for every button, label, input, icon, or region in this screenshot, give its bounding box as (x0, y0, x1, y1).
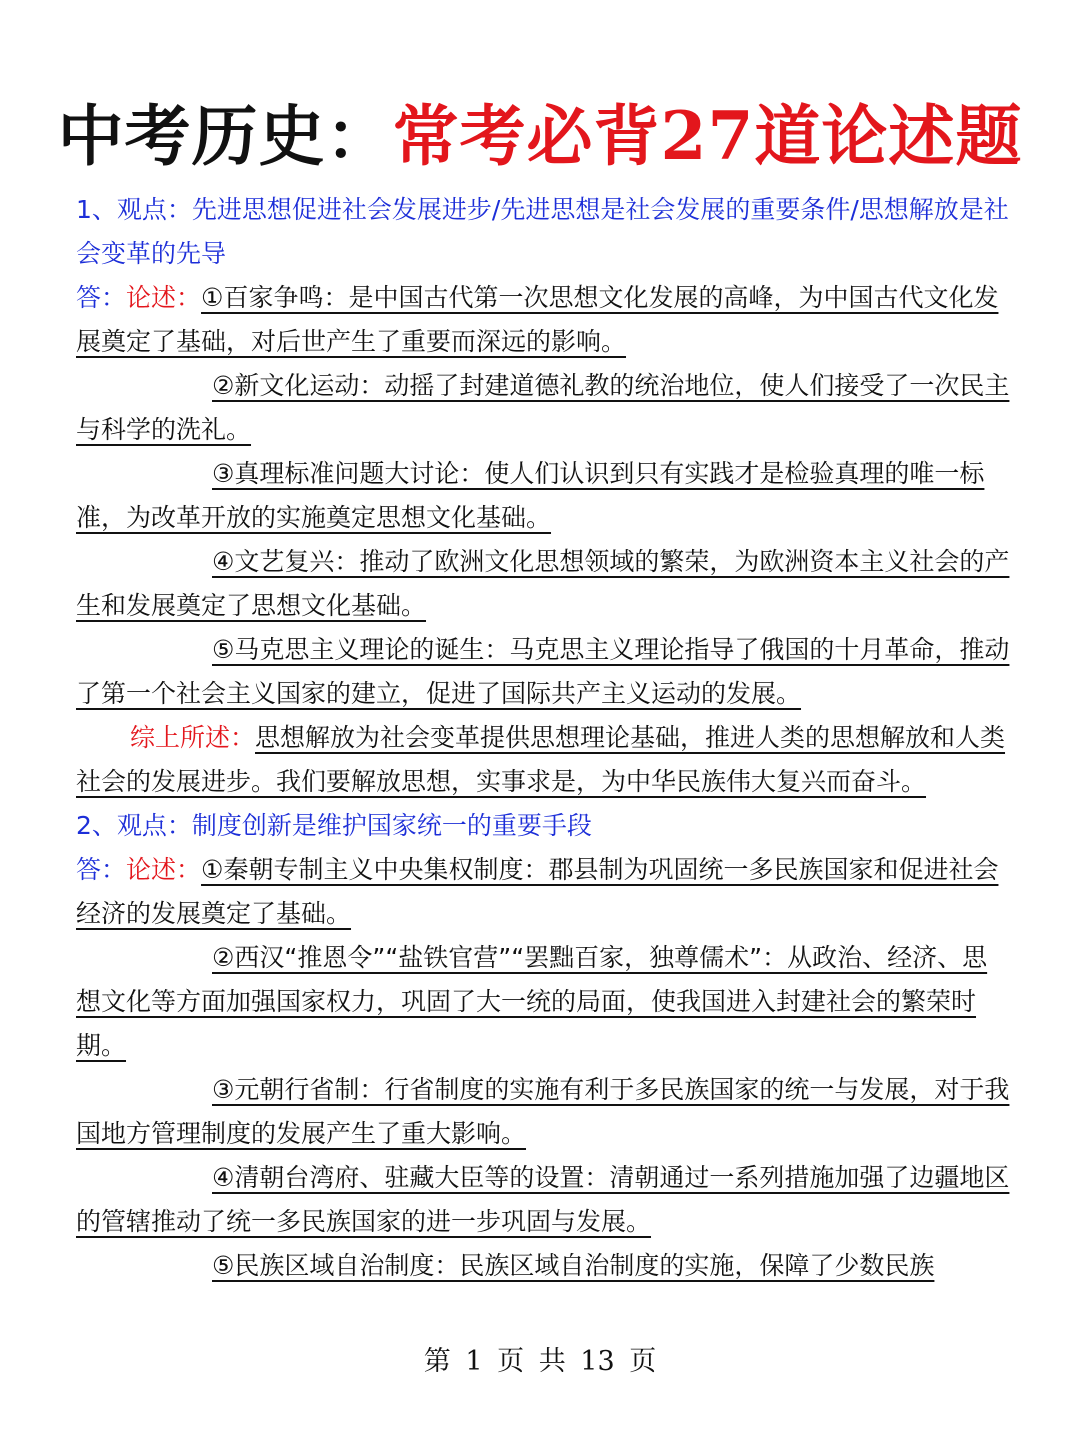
section1-summary-label: 综上所述： (130, 723, 256, 752)
section1-item5-text: ⑤马克思主义理论的诞生：马克思主义理论指导了俄国的十月革命，推动了第一个社会主义国家的建立，促进了国际共产主义运动的发展。 (76, 635, 1010, 708)
section1-item5 (76, 628, 1010, 716)
section2-discussion-label: 论述： (126, 855, 202, 884)
section1-summary-text: 思想解放为社会变革提供思想理论基础，推进人类的思想解放和人类社会的发展进步。我们要解放思想，实事求是，为中华民族伟大复兴而奋斗。 (76, 723, 1006, 796)
section2-item2-text: ②西汉“推恩令”“盐铁官营”“罢黜百家，独尊儒术”：从政治、经济、思想文化等方面加强国家权力，巩固了大一统的局面，使我国进入封建社会的繁荣时期。 (76, 943, 988, 1060)
section2-item1-text: ①秦朝专制主义中央集权制度：郡县制为巩固统一多民族国家和促进社会经济的发展奠定了基础。 (76, 855, 999, 928)
title-red-part: 常考必背27道论述题 (392, 97, 1023, 175)
section2-item5 (76, 1244, 1010, 1288)
document-body (76, 188, 1010, 1288)
section2-item4-text: ④清朝台湾府、驻藏大臣等的设置：清朝通过一系列措施加强了边疆地区的管辖推动了统一多民族国家的进一步巩固与发展。 (76, 1163, 1010, 1236)
section1-summary (76, 716, 1010, 804)
section1-item3-text: ③真理标准问题大讨论：使人们认识到只有实践才是检验真理的唯一标准，为改革开放的实施奠定思想文化基础。 (76, 459, 985, 532)
section1-item4 (76, 540, 1010, 628)
section1-answer-label: 答： (76, 283, 127, 312)
section1-discussion-label: 论述： (126, 283, 202, 312)
title-black-part: 中考历史： (57, 97, 393, 175)
section2-item2 (76, 936, 1010, 1068)
section1-heading: 1、观点：先进思想促进社会发展进步/先进思想是社会发展的重要条件/思想解放是社会变革的先导 (76, 195, 1009, 268)
section2-heading: 2、观点：制度创新是维护国家统一的重要手段 (76, 811, 592, 840)
section2-item1 (76, 848, 1010, 936)
page-number-footer: 第 1 页 共 13 页 (423, 1346, 657, 1377)
section2-item3 (76, 1068, 1010, 1156)
section2-item3-text: ③元朝行省制：行省制度的实施有利于多民族国家的统一与发展，对于我国地方管理制度的发展产生了重大影响。 (76, 1075, 1010, 1148)
section1-item2-text: ②新文化运动：动摇了封建道德礼教的统治地位，使人们接受了一次民主与科学的洗礼。 (76, 371, 1010, 444)
section1-item1-text: ①百家争鸣：是中国古代第一次思想文化发展的高峰，为中国古代文化发展奠定了基础，对后世产生了重要而深远的影响。 (76, 283, 999, 356)
section2-item4 (76, 1156, 1010, 1244)
section2-answer-label: 答： (76, 855, 127, 884)
section1-item3 (76, 452, 1010, 540)
page-title (0, 96, 1080, 176)
section1-item4-text: ④文艺复兴：推动了欧洲文化思想领域的繁荣，为欧洲资本主义社会的产生和发展奠定了思想文化基础。 (76, 547, 1010, 620)
section1-item1 (76, 276, 1010, 364)
section2-item5-text: ⑤民族区域自治制度：民族区域自治制度的实施，保障了少数民族 (212, 1251, 935, 1280)
section1-item2 (76, 364, 1010, 452)
